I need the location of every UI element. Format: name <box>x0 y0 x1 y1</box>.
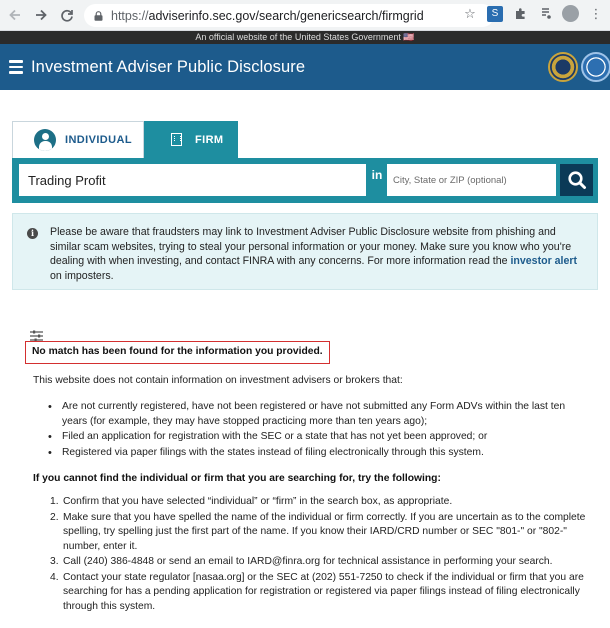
browser-actions <box>462 5 604 22</box>
list-item: • Registered via paper filings with the states instead of filing electronically through this system. <box>48 446 593 461</box>
back-button[interactable] <box>4 4 26 26</box>
list-item: • Filed an application for registration with the SEC or a state that has not yet been approved; or <box>48 430 593 445</box>
alert-suffix: on imposters. <box>50 269 114 282</box>
hamburger-menu-icon[interactable] <box>9 60 23 74</box>
tab-individual[interactable] <box>12 121 144 158</box>
lock-icon <box>94 11 103 21</box>
sec-seal-icon[interactable] <box>548 52 578 82</box>
search-icon <box>567 170 587 190</box>
no-match-message: No match has been found for the information you provided. <box>25 341 330 364</box>
building-icon <box>171 133 182 146</box>
list-item: 2. Make sure that you have spelled the name of the individual or firm correctly. If you are uncertain as to the complete spelling, try spelling just the first part of the name. If you know their IARD/CRD number or SEC "801-" or "802-" number, enter it. <box>50 511 586 552</box>
results-intro: This website does not contain information on investment advisers or brokers that: <box>33 375 403 386</box>
list-item: 1. Confirm that you have selected “individual” or “firm” in the search box, as appropriate. <box>50 496 453 507</box>
site-header <box>0 44 610 90</box>
troubleshooting-steps <box>50 495 590 615</box>
location-input[interactable] <box>387 164 556 196</box>
tab-firm-label: FIRM <box>195 133 224 146</box>
forward-button[interactable] <box>30 4 52 26</box>
phishing-alert <box>12 213 598 290</box>
address-bar[interactable] <box>84 4 494 27</box>
gov-banner: An official website of the United States Government 🇺🇸 <box>0 31 610 44</box>
in-label: in <box>371 168 383 182</box>
investor-alert-link[interactable]: investor alert <box>510 255 578 267</box>
media-icon[interactable] <box>537 6 553 22</box>
extension-icon[interactable]: S <box>487 6 503 22</box>
site-title[interactable]: Investment Adviser Public Disclosure <box>31 57 306 76</box>
profile-avatar[interactable] <box>562 5 579 22</box>
url-text: adviserinfo.sec.gov/search/genericsearch/firmgrid <box>148 8 424 23</box>
browser-toolbar <box>0 0 610 31</box>
list-item: 4. Contact your state regulator [nasaa.org] or the SEC at (202) 551-7250 to check if the individual or firm that you are searching for has a pending application for registration or registered via paper filings instead of filing electronically through this system. <box>50 571 584 612</box>
list-item: • Are not currently registered, have not been registered or have not submitted any Form ADVs within the last ten years (for example, they may have stopped practicing more than ten years ago); <box>48 400 593 429</box>
menu-kebab-icon[interactable]: ⋮ <box>589 5 603 21</box>
unlisted-reasons-list <box>48 400 593 461</box>
search-band <box>12 158 598 203</box>
person-icon <box>34 129 56 151</box>
search-input[interactable] <box>19 164 366 196</box>
finra-seal-icon[interactable] <box>581 52 610 82</box>
bookmark-star-icon[interactable]: ☆ <box>464 5 476 21</box>
alert-text: Please be aware that fraudsters may link to Investment Adviser Public Disclosure website from phishing and similar scam websites, trying to steal your personal information or your money. Make sure you know who you're dealing with when investing, and contact FINRA with any concerns. For more information read the <box>50 226 572 267</box>
search-button[interactable] <box>560 164 593 196</box>
tab-firm[interactable] <box>144 121 238 158</box>
arrow-left-icon <box>8 8 22 22</box>
reload-icon <box>60 8 74 22</box>
url-scheme: https:// <box>111 8 149 23</box>
info-icon: i <box>27 228 38 239</box>
reload-button[interactable] <box>56 4 78 26</box>
arrow-right-icon <box>34 8 48 22</box>
tab-individual-label: INDIVIDUAL <box>65 134 132 146</box>
puzzle-icon[interactable] <box>512 6 528 22</box>
list-item: 3. Call (240) 386-4848 or send an email to IARD@finra.org for technical assistance in performing your search. <box>50 556 553 567</box>
steps-heading: If you cannot find the individual or firm that you are searching for, try the following: <box>33 473 441 484</box>
